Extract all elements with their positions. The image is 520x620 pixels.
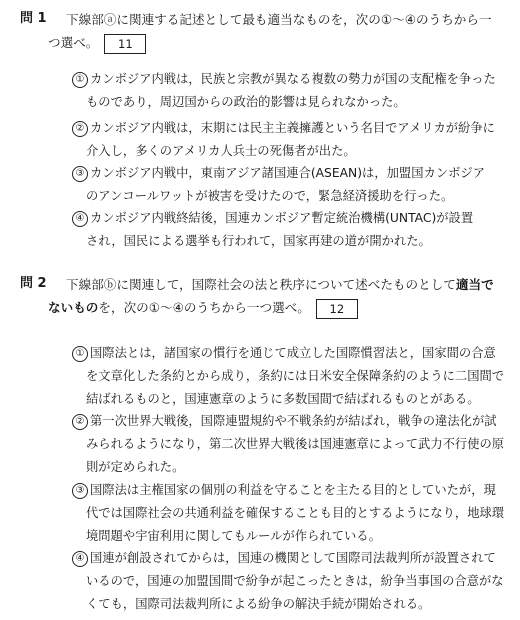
question-1-stem-text: つ選べ。 bbox=[48, 35, 99, 50]
question-2-stem-text1: 下線部ⓑに関連して，国際社会の法と秩序について述べたものとして bbox=[66, 277, 456, 292]
q1-option-2[interactable] bbox=[62, 117, 506, 163]
answer-box-11[interactable]: 11 bbox=[104, 34, 146, 54]
q2-option-2-line1: 第一次世界大戦後，国際連盟規約や不戦条約が結ばれ，戦争の違法化が試 bbox=[90, 414, 497, 428]
option-1-mark: ① bbox=[72, 346, 88, 362]
question-2-stem-line2 bbox=[48, 296, 502, 319]
q2-option-4[interactable] bbox=[62, 547, 506, 616]
option-2-mark: ② bbox=[72, 414, 88, 430]
q2-option-1-line1: 国際法とは，諸国家の慣行を通じて成立した国際慣習法と，国家間の合意 bbox=[90, 346, 496, 360]
q2-option-1-line3: 結ばれるものと，国連憲章のように多数国間で結ばれるものとがある。 bbox=[86, 392, 480, 406]
option-3-mark: ③ bbox=[72, 166, 88, 182]
question-1-stem-line2 bbox=[48, 31, 502, 54]
q2-option-1[interactable] bbox=[62, 342, 506, 411]
q2-option-3[interactable] bbox=[62, 479, 506, 548]
question-2-stem-bold2: ないもの bbox=[48, 300, 99, 315]
q2-option-2[interactable] bbox=[62, 410, 506, 479]
q1-option-3-line1: カンボジア内戦中，東南アジア諸国連合(ASEAN)は，加盟国カンボジア bbox=[90, 166, 486, 180]
q2-option-4-line1: 国連が創設されてからは，国連の機関として国際司法裁判所が設置されて bbox=[90, 551, 496, 565]
q2-option-2-line2: みられるようになり，第二次世界大戦後は国連憲章によって武力不行使の原 bbox=[86, 437, 505, 451]
option-4-mark: ④ bbox=[72, 211, 88, 227]
q2-option-1-line2: を文章化した条約とから成り，条約には日米安全保障条約のように二国間で bbox=[86, 369, 505, 383]
q1-option-3[interactable] bbox=[62, 162, 506, 208]
q2-option-2-line3: 則が定められた。 bbox=[86, 460, 185, 474]
q1-option-4-line2: され，国民による選挙も行われて，国家再建の道が開かれた。 bbox=[86, 234, 431, 248]
q1-option-2-line1: カンボジア内戦は，末期には民主主義擁護という名目でアメリカが紛争に bbox=[90, 121, 495, 135]
q1-option-4-line1: カンボジア内戦終結後，国連カンボジア暫定統治機構(UNTAC)が設置 bbox=[90, 211, 474, 225]
q1-option-1-line1: カンボジア内戦は，民族と宗教が異なる複数の勢力が国の支配権を争った bbox=[90, 72, 496, 86]
option-1-mark: ① bbox=[72, 72, 88, 88]
question-1-label: 問 1 bbox=[20, 11, 47, 26]
question-2-label: 問 2 bbox=[20, 276, 47, 291]
q2-option-4-line3: くても，国際司法裁判所による紛争の解決手続が開始される。 bbox=[86, 597, 431, 611]
answer-box-12[interactable]: 12 bbox=[316, 299, 358, 319]
question-2-stem-text2: を，次の①〜④のうちから一つ選べ。 bbox=[98, 300, 310, 315]
option-3-mark: ③ bbox=[72, 483, 88, 499]
q1-option-3-line2: のアンコールワットが被害を受けたので，緊急経済援助を行った。 bbox=[86, 189, 454, 203]
question-2-stem bbox=[48, 273, 502, 319]
question-1-stem bbox=[48, 8, 502, 54]
q1-option-1[interactable] bbox=[62, 68, 506, 114]
option-2-mark: ② bbox=[72, 121, 88, 137]
question-2-stem-bold1: 適当で bbox=[455, 277, 494, 292]
option-4-mark: ④ bbox=[72, 551, 88, 567]
q2-option-4-line2: いるので，国連の加盟国間で紛争が起こったときは，紛争当事国の合意がな bbox=[86, 574, 504, 588]
question-2-stem-line1 bbox=[66, 273, 502, 296]
q2-option-3-line2: 代では国際社会の共通利益を確保することも目的とするようになり，地球環 bbox=[86, 506, 505, 520]
q1-option-4[interactable] bbox=[62, 207, 506, 253]
q1-option-2-line2: 介入し，多くのアメリカ人兵士の死傷者が出た。 bbox=[86, 144, 356, 158]
question-1-stem-line1: 下線部ⓐに関連する記述として最も適当なものを，次の①〜④のうちから一 bbox=[66, 12, 492, 27]
q1-option-1-line2: ものであり，周辺国からの政治的影響は見られなかった。 bbox=[86, 95, 406, 109]
q2-option-3-line1: 国際法は主権国家の個別の利益を守ることを主たる目的としていたが，現 bbox=[90, 483, 496, 497]
q2-option-3-line3: 境問題や宇宙利用に関してもルールが作られている。 bbox=[86, 529, 381, 543]
